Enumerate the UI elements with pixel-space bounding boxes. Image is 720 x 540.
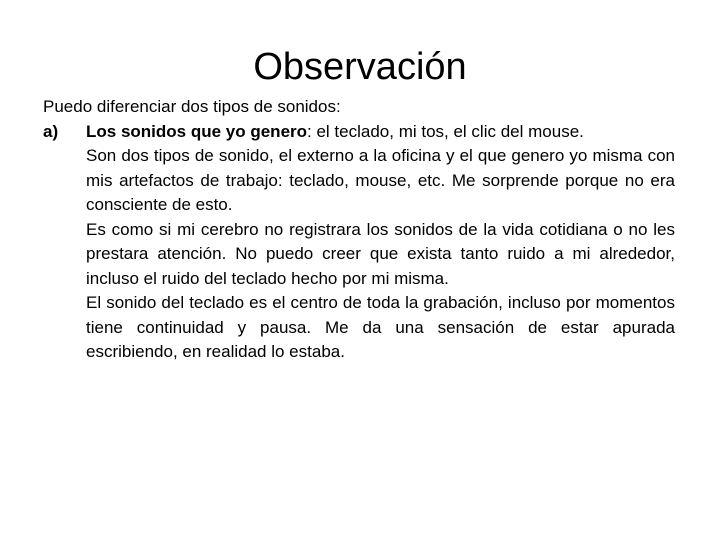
paragraph-3: El sonido del teclado es el centro de toda la grabación, incluso por momentos tiene continuidad y pausa. Me da una sensación de estar apurada escribiendo, en realidad lo estaba.: [86, 293, 675, 361]
item-lead: [86, 120, 675, 145]
list-item-body: [86, 120, 675, 365]
paragraph-2: Es como si mi cerebro no registrara los sonidos de la vida cotidiana o no les prestara atención. No puedo creer que exista tanto ruido a mi alrededor, incluso el ruido del teclado hecho por mi misma.: [86, 219, 675, 288]
item-term: Los sonidos que yo genero: [86, 121, 308, 141]
list-marker: a): [43, 121, 59, 141]
list-item-a: [43, 120, 675, 365]
paragraph-1: Son dos tipos de sonido, el externo a la oficina y el que genero yo misma con mis artefactos de trabajo: teclado, mouse, etc. Me sorprende porque no era consciente de esto.: [86, 146, 675, 214]
slide-content: [43, 95, 675, 365]
item-term-rest: : el teclado, mi tos, el clic del mouse.: [307, 121, 584, 141]
intro-text: Puedo diferenciar dos tipos de sonidos:: [43, 97, 341, 116]
slide-title: Observación: [253, 46, 467, 88]
